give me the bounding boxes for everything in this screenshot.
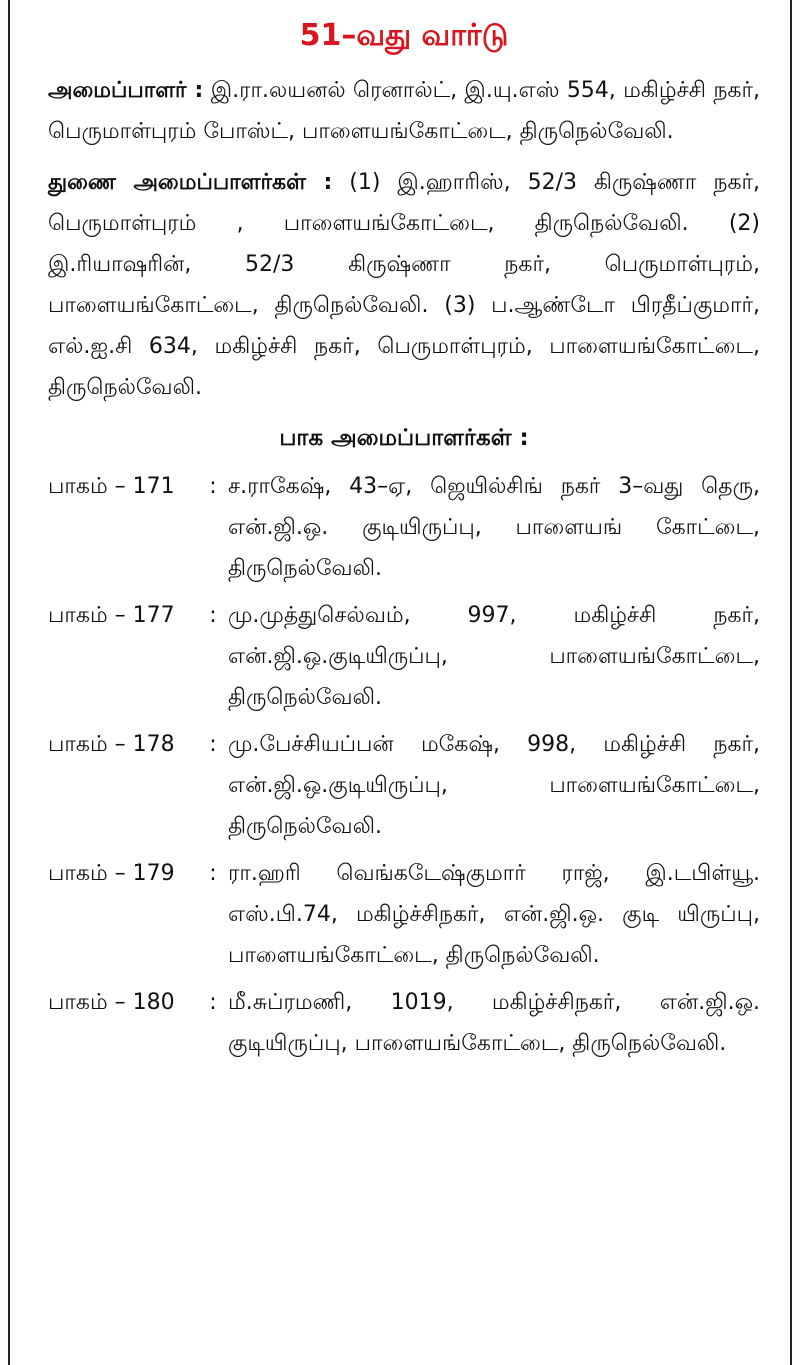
booth-entry [48, 595, 760, 718]
booth-entry [48, 853, 760, 976]
organizer-paragraph [48, 70, 760, 152]
document-body [48, 14, 760, 1070]
booth-label: பாகம் – 178 [48, 732, 175, 757]
booth-label: பாகம் – 171 [48, 474, 175, 499]
booth-entry [48, 466, 760, 589]
booth-text: மு.பேச்சியப்பன் மகேஷ், 998, மகிழ்ச்சி நகர், என்.ஜி.ஒ.குடியிருப்பு, பாளையங்கோட்டை, திருநெல்வேலி. [228, 732, 760, 839]
booth-text: ச.ராகேஷ், 43–ஏ, ஜெயில்சிங் நகர் 3–வது தெரு, என்.ஜி.ஒ. குடியிருப்பு, பாளையங் கோட்டை, திருநெல்வேலி. [228, 474, 760, 581]
organizer-text: இ.ரா.லயனல் ரெனால்ட், இ.யு.எஸ் 554, மகிழ்ச்சி நகர், பெருமாள்புரம் போஸ்ட், பாளையங்கோட்டை, திருநெல்வேலி. [48, 78, 760, 144]
deputy-organizers-text: (1) இ.ஹாரிஸ், 52/3 கிருஷ்ணா நகர், பெருமாள்புரம் , பாளையங்கோட்டை, திருநெல்வேலி. (2) இ.ரியாஷரின், 52/3 கிருஷ்ணா நகர், பெருமாள்புரம், பாளையங்கோட்டை, திருநெல்வேலி. (3) ப.ஆண்டோ பிரதீப்குமார், எல்.ஐ.சி 634, மகிழ்ச்சி நகர், பெருமாள்புரம், பாளையங்கோட்டை, திருநெல்வேலி. [48, 170, 761, 400]
booth-organizers-heading: பாக அமைப்பாளர்கள் : [279, 425, 529, 451]
booth-label: பாகம் – 180 [48, 990, 175, 1015]
booth-colon: : [209, 861, 217, 886]
booth-label: பாகம் – 177 [48, 603, 175, 628]
booth-colon: : [209, 732, 217, 757]
organizer-label: அமைப்பாளர் : [48, 78, 204, 103]
booth-entry [48, 724, 760, 847]
deputy-organizers-paragraph [48, 162, 760, 408]
booth-text: மு.முத்துசெல்வம், 997, மகிழ்ச்சி நகர், என்.ஜி.ஒ.குடியிருப்பு, பாளையங்கோட்டை, திருநெல்வேலி. [228, 603, 760, 710]
booth-text: ரா.ஹரி வெங்கடேஷ்குமார் ராஜ், இ.டபிள்யூ. எஸ்.பி.74, மகிழ்ச்சிநகர், என்.ஜி.ஒ. குடி யிருப்பு, பாளையங்கோட்டை, திருநெல்வேலி. [228, 861, 760, 968]
booth-entry [48, 982, 760, 1064]
booth-colon: : [209, 603, 217, 628]
booth-label: பாகம் – 179 [48, 861, 175, 886]
booth-text: மீ.சுப்ரமணி, 1019, மகிழ்ச்சிநகர், என்.ஜி.ஒ. குடியிருப்பு, பாளையங்கோட்டை, திருநெல்வேலி. [228, 990, 760, 1056]
ward-title: 51–வது வார்டு [299, 18, 509, 53]
deputy-organizers-label: துணை அமைப்பாளர்கள் : [48, 170, 333, 195]
booth-colon: : [209, 474, 217, 499]
booth-colon: : [209, 990, 217, 1015]
